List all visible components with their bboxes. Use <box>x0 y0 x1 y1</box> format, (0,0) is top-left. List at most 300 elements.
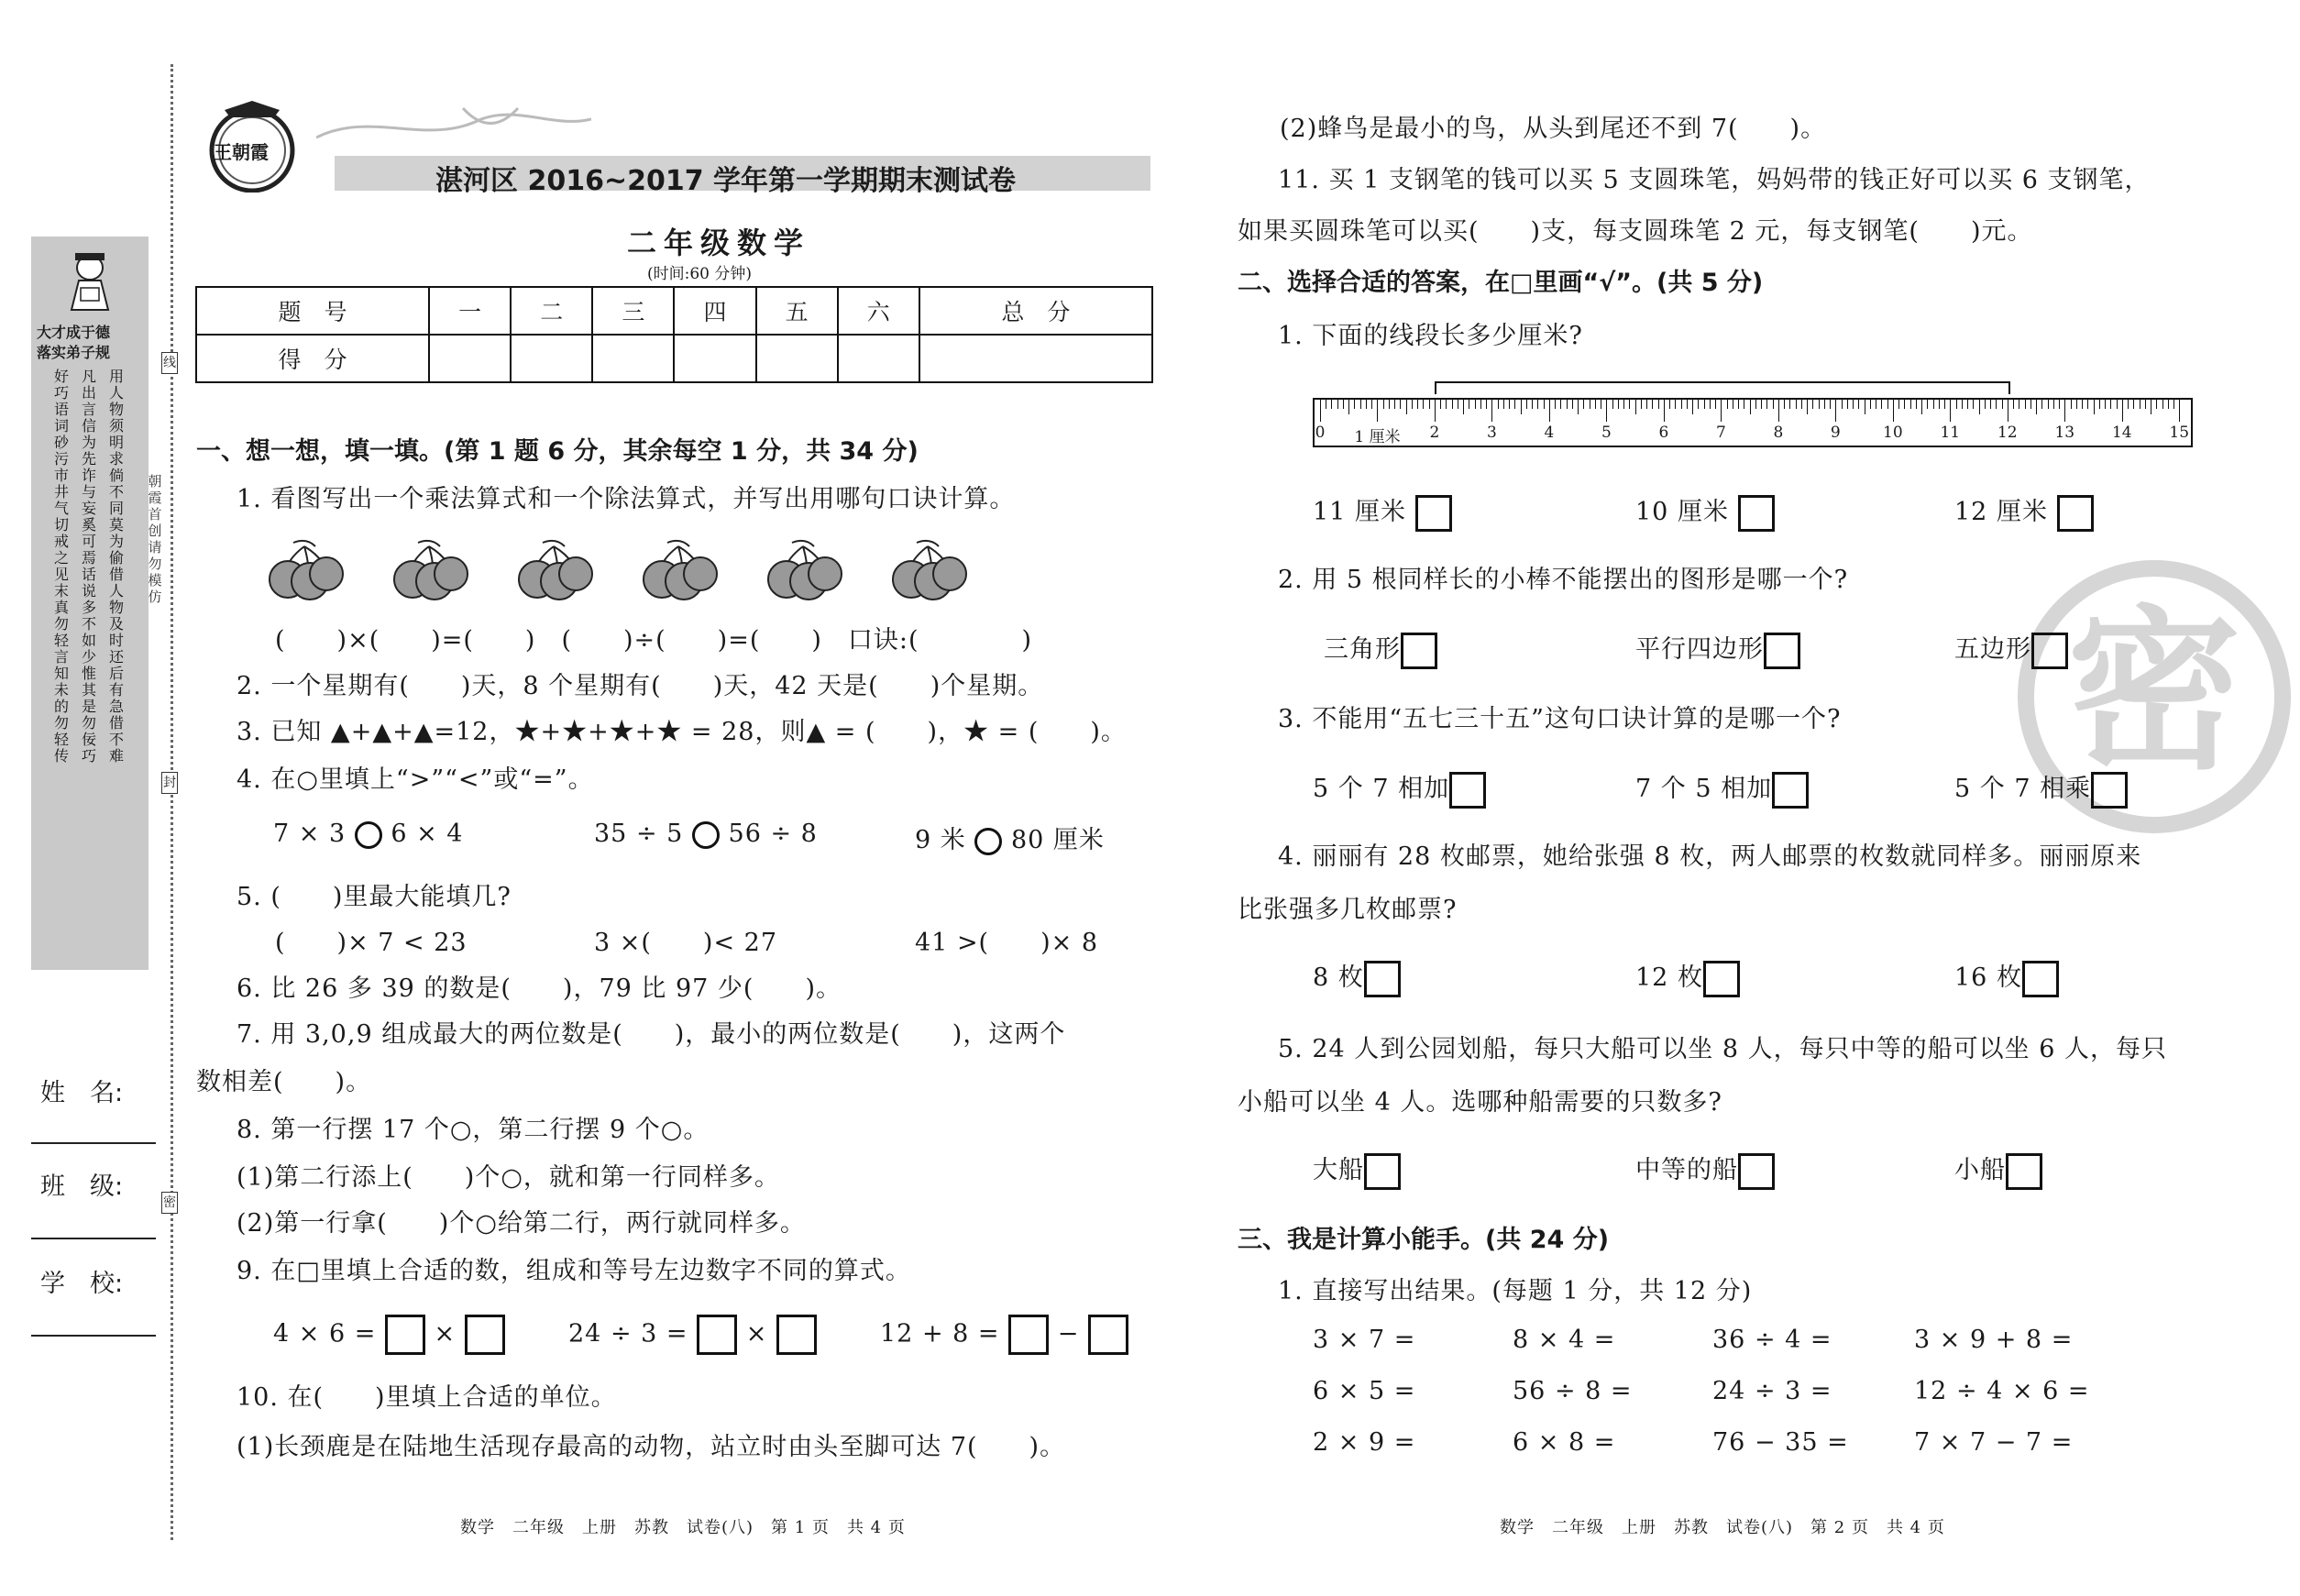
ruler-tick <box>1904 400 1905 409</box>
calc-item: 6 × 8 = <box>1513 1428 1616 1457</box>
checkbox[interactable] <box>1449 772 1486 809</box>
choice-4: 4. 丽丽有 28 枚邮票，她给张强 8 枚，两人邮票的枚数就同样多。丽丽原来 <box>1278 842 2142 871</box>
ruler-tick <box>1721 400 1722 422</box>
ruler-tick <box>2036 400 2037 414</box>
ruler-tick <box>1681 400 1682 409</box>
ruler-tick <box>1509 400 1510 409</box>
class-label: 班 级: <box>40 1172 124 1201</box>
choice-5: 5. 24 人到公园划船，每只大船可以坐 8 人，每只中等的船可以坐 6 人，每只 <box>1278 1035 2167 1063</box>
ruler-tick <box>1549 400 1550 422</box>
option-label: 10 厘米 <box>1635 498 1729 526</box>
ruler-tick <box>1446 400 1447 409</box>
choice-4-cont: 比张强多几枚邮票? <box>1238 896 1458 924</box>
checkbox[interactable] <box>1772 772 1809 809</box>
compare-circle[interactable] <box>974 828 1002 855</box>
ruler-tick <box>2110 400 2111 409</box>
operator: − <box>1057 1319 1080 1348</box>
score-field[interactable] <box>511 335 592 382</box>
ruler-tick <box>1664 400 1665 422</box>
question-5-item-2: 3 ×( )< 27 <box>594 929 778 957</box>
ruler-tick <box>2173 400 2174 409</box>
score-table <box>195 286 1153 383</box>
choice-3-option-3[interactable] <box>1954 768 2128 809</box>
ruler-tick <box>2179 400 2180 422</box>
compare-3-right: 80 厘米 <box>1010 826 1105 854</box>
cell: 题 号 <box>196 287 429 335</box>
exam-title: 湛河区 2016~2017 学年第一学期期末测试卷 <box>435 165 1017 197</box>
ruler-tick <box>1400 400 1401 409</box>
question-10-1: (1)长颈鹿是在陆地生活现存最高的动物，站立时由头至脚可达 7( )。 <box>237 1433 1066 1461</box>
question-5-item-3: 41 >( )× 8 <box>915 929 1099 957</box>
question-7-cont: 数相差( )。 <box>196 1068 372 1096</box>
answer-box[interactable] <box>1008 1315 1049 1355</box>
ruler-tick <box>1835 400 1836 422</box>
ruler-tick <box>1858 400 1859 409</box>
ruler-tick <box>1652 400 1653 409</box>
motto-strip <box>31 237 149 970</box>
cell: 总 分 <box>919 287 1152 335</box>
ruler-tick <box>2122 400 2123 422</box>
question-8: 8. 第一行摆 17 个○，第二行摆 9 个○。 <box>237 1116 710 1144</box>
ruler-tick <box>2082 400 2083 409</box>
ruler-tick <box>1629 400 1630 409</box>
ruler-tick <box>2025 400 2026 409</box>
ruler-tick <box>2145 400 2146 409</box>
ruler-number: 5 <box>1601 424 1612 442</box>
answer-box[interactable] <box>776 1315 817 1355</box>
section-1-heading: 一、想一想，填一填。(第 1 题 6 分，其余每空 1 分，共 34 分) <box>196 437 919 466</box>
compare-circle[interactable] <box>692 821 720 849</box>
question-4: 4. 在○里填上“>”“<”或“=”。 <box>237 765 594 794</box>
compare-1-left: 7 × 3 <box>273 820 347 848</box>
ruler-tick <box>2059 400 2060 409</box>
question-5: 5. ( )里最大能填几? <box>237 883 512 911</box>
ruler-number: 11 <box>1940 424 1961 442</box>
ruler-tick <box>1555 400 1556 409</box>
ruler-tick <box>1429 400 1430 409</box>
calc-item: 2 × 9 = <box>1313 1428 1416 1457</box>
score-field[interactable] <box>838 335 919 382</box>
ruler-tick <box>2099 400 2100 409</box>
ruler-tick <box>1383 400 1384 409</box>
ruler-tick <box>1704 400 1705 409</box>
checkbox[interactable] <box>1764 633 1800 669</box>
option-label: 7 个 5 相加 <box>1635 775 1773 803</box>
ruler-tick <box>1910 400 1911 409</box>
ruler-tick <box>1973 400 1974 409</box>
checkbox[interactable] <box>2022 961 2059 997</box>
ruler-tick <box>1870 400 1871 409</box>
compare-1 <box>273 820 464 849</box>
question-1: 1. 看图写出一个乘法算式和一个除法算式，并写出用哪句口诀计算。 <box>237 485 1016 513</box>
ruler-tick <box>1475 400 1476 409</box>
ruler-tick <box>1491 400 1492 422</box>
ruler-tick <box>1532 400 1533 409</box>
ruler-tick <box>1950 400 1951 422</box>
option-label: 中等的船 <box>1635 1156 1738 1184</box>
calc-item: 7 × 7 − 7 = <box>1914 1428 2074 1457</box>
checkbox[interactable] <box>2091 772 2128 809</box>
name-field[interactable] <box>31 1142 156 1144</box>
ruler-tick <box>1641 400 1642 409</box>
ruler-tick <box>1486 400 1487 409</box>
ruler-tick <box>1377 400 1378 422</box>
header-banner <box>188 101 1150 197</box>
compare-2 <box>594 820 818 849</box>
choice-5-cont: 小船可以坐 4 人。选哪种船需要的只数多? <box>1238 1088 1722 1117</box>
choice-2-option-1[interactable] <box>1324 629 1437 669</box>
section-2-heading: 二、选择合适的答案，在□里画“√”。(共 5 分) <box>1238 269 1764 297</box>
ruler-tick <box>1595 400 1596 409</box>
ruler-tick <box>1320 400 1321 422</box>
ruler <box>1313 398 2193 447</box>
ruler-tick <box>1578 400 1579 414</box>
score-table-header <box>196 287 1152 335</box>
ruler-tick <box>1331 400 1332 409</box>
ruler-number: 0 <box>1315 424 1326 442</box>
logo-text: 王朝霞 <box>214 141 269 163</box>
school-label: 学 校: <box>40 1270 124 1298</box>
ruler-tick <box>1567 400 1568 409</box>
choice-1-option-3[interactable] <box>1954 491 2094 532</box>
ruler-tick <box>1394 400 1395 409</box>
school-field[interactable] <box>31 1335 156 1337</box>
ruler-tick <box>1560 400 1561 409</box>
footer-right: 数学 二年级 上册 苏教 试卷(八) 第 2 页 共 4 页 <box>1500 1518 1945 1537</box>
answer-box[interactable] <box>385 1315 425 1355</box>
ruler-tick <box>1985 400 1986 409</box>
ruler-tick <box>1784 400 1785 409</box>
ruler-tick <box>1944 400 1945 409</box>
operator: × <box>745 1319 768 1348</box>
ruler-tick <box>1692 400 1693 414</box>
option-label: 12 厘米 <box>1954 498 2048 526</box>
ruler-tick <box>1847 400 1848 409</box>
ruler-tick <box>2087 400 2088 409</box>
ruler-tick <box>1521 400 1522 414</box>
ruler-number: 4 <box>1544 424 1555 442</box>
checkbox[interactable] <box>1415 495 1452 532</box>
compare-circle[interactable] <box>355 821 382 849</box>
ruler-tick <box>1738 400 1739 409</box>
side-note: 朝霞首创 请勿模仿 <box>148 473 162 605</box>
checkbox[interactable] <box>2006 1153 2042 1190</box>
ruler-tick <box>1337 400 1338 409</box>
question-9: 9. 在□里填上合适的数，组成和等号左边数字不同的算式。 <box>237 1257 911 1285</box>
ruler-tick <box>1343 400 1344 409</box>
question-9-expr-3 <box>880 1315 1128 1355</box>
ruler-tick <box>2076 400 2077 409</box>
answer-box[interactable] <box>1088 1315 1128 1355</box>
ruler-number: 1 厘米 <box>1354 428 1401 446</box>
ruler-number: 13 <box>2054 424 2075 442</box>
question-7: 7. 用 3,0,9 组成最大的两位数是( )，最小的两位数是( )，这两个 <box>237 1020 1066 1049</box>
ruler-tick <box>1498 400 1499 409</box>
subject-title: 二年级数学 <box>627 226 811 260</box>
ruler-number: 12 <box>1997 424 2018 442</box>
compare-1-right: 6 × 4 <box>391 820 464 848</box>
score-table-row <box>196 335 1152 382</box>
checkbox[interactable] <box>1401 633 1437 669</box>
question-10: 10. 在( )里填上合适的单位。 <box>237 1383 617 1412</box>
ruler-tick <box>1962 400 1963 409</box>
ruler-number: 3 <box>1487 424 1497 442</box>
ruler-tick <box>1927 400 1928 409</box>
ruler-tick <box>2048 400 2049 409</box>
option-label: 五边形 <box>1954 635 2031 664</box>
cell: 五 <box>756 287 838 335</box>
compare-2-left: 35 ÷ 5 <box>594 820 684 848</box>
question-6: 6. 比 26 多 39 的数是( )，79 比 97 少( )。 <box>237 974 842 1003</box>
binding-mark-line: 线 <box>161 352 178 374</box>
ruler-tick <box>1572 400 1573 409</box>
checkbox[interactable] <box>1738 1153 1775 1190</box>
binding-line <box>171 64 173 1540</box>
ruler-tick <box>2053 400 2054 409</box>
score-field[interactable] <box>429 335 511 382</box>
calc-item: 56 ÷ 8 = <box>1513 1377 1633 1405</box>
question-8-1: (1)第二行添上( )个○，就和第一行同样多。 <box>237 1163 780 1192</box>
watermark-char: 密 <box>2066 590 2242 793</box>
option-label: 16 枚 <box>1954 963 2022 992</box>
ruler-tick <box>1801 400 1802 409</box>
ruler-tick <box>2064 400 2065 422</box>
answer-box[interactable] <box>465 1315 505 1355</box>
choice-4-option-1[interactable] <box>1313 957 1401 997</box>
ruler-tick <box>2002 400 2003 409</box>
exam-time: (时间:60 分钟) <box>647 265 753 283</box>
section-3-heading: 三、我是计算小能手。(共 24 分) <box>1238 1226 1610 1254</box>
ruler-number: 7 <box>1715 424 1726 442</box>
ruler-tick <box>1773 400 1774 409</box>
ruler-tick <box>1766 400 1767 409</box>
cell: 四 <box>674 287 755 335</box>
ruler-tick <box>1710 400 1711 409</box>
ruler-tick <box>1819 400 1820 409</box>
ruler-tick <box>1956 400 1957 409</box>
binding-mark-secret: 密 <box>161 1192 178 1214</box>
ruler-tick <box>1348 400 1349 414</box>
checkbox[interactable] <box>1364 1153 1401 1190</box>
compare-3-left: 9 米 <box>915 826 966 854</box>
ruler-tick <box>1526 400 1527 409</box>
cell: 三 <box>592 287 674 335</box>
ruler-tick <box>1687 400 1688 409</box>
choice-5-option-1[interactable] <box>1313 1150 1401 1190</box>
ruler-tick <box>1807 400 1808 414</box>
ruler-tick <box>1618 400 1619 409</box>
ruler-tick <box>1583 400 1584 409</box>
expr-text: 24 ÷ 3 = <box>568 1319 688 1348</box>
ruler-tick <box>1939 400 1940 409</box>
ruler-tick <box>2041 400 2042 409</box>
ruler-tick <box>1440 400 1441 409</box>
ruler-tick <box>1996 400 1997 409</box>
checkbox[interactable] <box>1364 961 1401 997</box>
option-label: 小船 <box>1954 1156 2006 1184</box>
option-label: 12 枚 <box>1635 963 1703 992</box>
compare-2-right: 56 ÷ 8 <box>728 820 818 848</box>
scholar-icon <box>62 249 117 314</box>
answer-box[interactable] <box>697 1315 737 1355</box>
choice-3-option-1[interactable] <box>1313 768 1486 809</box>
score-field[interactable] <box>756 335 838 382</box>
option-label: 11 厘米 <box>1313 498 1406 526</box>
option-label: 大船 <box>1313 1156 1364 1184</box>
score-field[interactable] <box>674 335 755 382</box>
question-10-2: (2)蜂鸟是最小的鸟，从头到尾还不到 7( )。 <box>1280 115 1827 143</box>
option-label: 三角形 <box>1324 635 1401 664</box>
ruler-tick <box>1778 400 1779 422</box>
class-field[interactable] <box>31 1238 156 1239</box>
ruler-tick <box>1360 400 1361 409</box>
ruler-number: 15 <box>2169 424 2190 442</box>
ruler-tick <box>1853 400 1854 409</box>
ruler-tick <box>1646 400 1647 409</box>
ruler-tick <box>1480 400 1481 409</box>
cherries-illustration <box>266 530 1018 603</box>
ruler-tick <box>1898 400 1899 409</box>
question-11: 11. 买 1 支钢笔的钱可以买 5 支圆珠笔，妈妈带的钱正好可以买 6 支钢笔， <box>1278 166 2151 194</box>
ruler-tick <box>2094 400 2095 414</box>
ruler-tick <box>1669 400 1670 409</box>
ruler-number: 10 <box>1883 424 1903 442</box>
calc-item: 12 ÷ 4 × 6 = <box>1914 1377 2090 1405</box>
ruler-tick <box>1371 400 1372 409</box>
ruler-tick <box>1715 400 1716 409</box>
ruler-tick <box>1789 400 1790 409</box>
calc-item: 3 × 7 = <box>1313 1326 1416 1354</box>
choice-3: 3. 不能用“五七三十五”这句口诀计算的是哪一个? <box>1278 705 1842 733</box>
ruler-tick <box>1796 400 1797 409</box>
ruler-tick <box>1435 400 1436 422</box>
cell: 六 <box>838 287 919 335</box>
calc-item: 6 × 5 = <box>1313 1377 1416 1405</box>
checkbox[interactable] <box>2057 495 2094 532</box>
choice-1-option-1[interactable] <box>1313 491 1452 532</box>
ruler-tick <box>2030 400 2031 409</box>
checkbox[interactable] <box>1738 495 1775 532</box>
footer-left: 数学 二年级 上册 苏教 试卷(八) 第 1 页 共 4 页 <box>460 1518 906 1537</box>
ruler-number: 14 <box>2111 424 2132 442</box>
calc-item: 24 ÷ 3 = <box>1712 1377 1832 1405</box>
ruler-tick <box>2168 400 2169 409</box>
question-1-blanks: ( )×( )=( ) ( )÷( )=( ) 口诀:( ) <box>275 626 1033 655</box>
ruler-tick <box>1389 400 1390 409</box>
calc-intro: 1. 直接写出结果。(每题 1 分，共 12 分) <box>1278 1277 1753 1305</box>
option-label: 5 个 7 相加 <box>1313 775 1450 803</box>
ruler-tick <box>2156 400 2157 409</box>
option-label: 8 枚 <box>1313 963 1364 992</box>
choice-2-option-2[interactable] <box>1635 629 1800 669</box>
ruler-tick <box>2162 400 2163 409</box>
question-5-item-1: ( )× 7 < 23 <box>275 929 468 957</box>
ruler-tick <box>1675 400 1676 409</box>
ruler-tick <box>1635 400 1636 414</box>
choice-3-option-2[interactable] <box>1635 768 1809 809</box>
choice-2-option-3[interactable] <box>1954 629 2068 669</box>
calc-item: 8 × 4 = <box>1513 1326 1616 1354</box>
ruler-tick <box>1406 400 1407 414</box>
option-label: 5 个 7 相乘 <box>1954 775 2092 803</box>
score-field[interactable] <box>919 335 1152 382</box>
motto-top-1: 大才成于德 <box>37 324 111 341</box>
ruler-tick <box>1727 400 1728 409</box>
ruler-tick <box>1887 400 1888 409</box>
ruler-tick <box>1812 400 1813 409</box>
calc-item: 36 ÷ 4 = <box>1712 1326 1832 1354</box>
ruler-tick <box>1967 400 1968 409</box>
ruler-tick <box>2071 400 2072 409</box>
question-11-cont: 如果买圆珠笔可以买( )支，每支圆珠笔 2 元，每支钢笔( )元。 <box>1238 217 2033 246</box>
question-2: 2. 一个星期有( )天，8 个星期有( )天，42 天是( )个星期。 <box>237 672 1044 700</box>
cell: 一 <box>429 287 511 335</box>
question-3: 3. 已知 ▲+▲+▲=12，★+★+★+★ = 28，则▲ = ( )，★ = ( )。 <box>237 718 1127 746</box>
ruler-tick <box>1412 400 1413 409</box>
motto-column-1: 好巧语词砂污市井气切戒之见末真勿轻言知未的勿轻传 <box>53 368 69 765</box>
motto-column-2: 凡出言信为先诈与妄奚可焉话说多不如少惟其是勿佞巧 <box>81 368 96 765</box>
choice-5-option-2[interactable] <box>1635 1150 1775 1190</box>
ruler-tick <box>1417 400 1418 409</box>
motto-column-3: 用人物须明求倘不同莫为偷借人物及时还后有急借不难 <box>108 368 124 765</box>
ruler-number: 6 <box>1658 424 1669 442</box>
ruler-tick <box>1423 400 1424 409</box>
expr-text: 4 × 6 = <box>273 1319 377 1348</box>
ribbon-decoration <box>316 101 591 156</box>
ruler-tick <box>1503 400 1504 409</box>
score-field[interactable] <box>592 335 674 382</box>
ruler-tick <box>1452 400 1453 409</box>
expr-text: 12 + 8 = <box>880 1319 1000 1348</box>
ruler-tick <box>1933 400 1934 409</box>
checkbox[interactable] <box>2031 633 2068 669</box>
question-9-expr-2 <box>568 1315 817 1355</box>
ruler-number: 8 <box>1773 424 1784 442</box>
ruler-tick <box>1658 400 1659 409</box>
choice-4-option-3[interactable] <box>1954 957 2059 997</box>
ruler-tick <box>2133 400 2134 409</box>
binding-mark-seal: 封 <box>161 772 178 794</box>
choice-5-option-3[interactable] <box>1954 1150 2042 1190</box>
ruler-tick <box>1698 400 1699 409</box>
ruler-tick <box>1916 400 1917 409</box>
ruler-tick <box>1921 400 1922 414</box>
ruler-tick <box>1830 400 1831 409</box>
ruler-tick <box>1514 400 1515 409</box>
checkbox[interactable] <box>1703 961 1740 997</box>
ruler-number: 9 <box>1830 424 1841 442</box>
ruler-tick <box>1544 400 1545 409</box>
question-9-expr-1 <box>273 1315 505 1355</box>
ruler-tick <box>1990 400 1991 409</box>
option-label: 平行四边形 <box>1635 635 1764 664</box>
choice-2: 2. 用 5 根同样长的小棒不能摆出的图形是哪一个? <box>1278 566 1849 594</box>
name-label: 姓 名: <box>40 1079 124 1107</box>
choice-1-option-2[interactable] <box>1635 491 1775 532</box>
ruler-tick <box>1463 400 1464 414</box>
ruler-tick <box>1979 400 1980 414</box>
choice-4-option-2[interactable] <box>1635 957 1740 997</box>
ruler-tick <box>1893 400 1894 422</box>
ruler-tick <box>1750 400 1751 414</box>
calc-item: 76 − 35 = <box>1712 1428 1849 1457</box>
operator: × <box>434 1319 457 1348</box>
ruler-tick <box>2013 400 2014 409</box>
cell: 得 分 <box>196 335 429 382</box>
ruler-tick <box>1755 400 1756 409</box>
ruler-tick <box>1612 400 1613 409</box>
measured-segment <box>1435 381 2010 394</box>
